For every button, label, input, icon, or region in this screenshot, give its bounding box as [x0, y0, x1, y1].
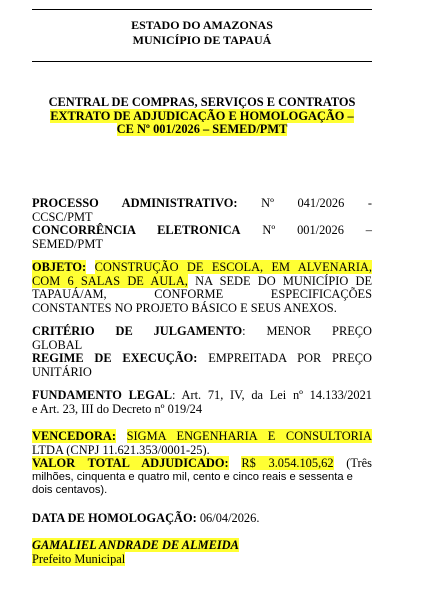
bottom-rule — [32, 61, 372, 62]
document-body — [32, 197, 372, 566]
fundamento-label: FUNDAMENTO LEGAL — [32, 388, 173, 402]
signature-role: Prefeito Municipal — [32, 551, 126, 566]
vencedora-name: SIGMA ENGENHARIA E CONSULTORIA — [126, 429, 372, 443]
criterio-label: CRITÉRIO DE JULGAMENTO — [32, 324, 243, 338]
concorrencia-number: Nº 001/2026 – — [262, 223, 372, 237]
objeto-label: OBJETO: — [32, 260, 87, 274]
objeto-highlight-1: CONSTRUÇÃO DE ESCOLA, EM ALVENARIA, — [94, 260, 372, 274]
title-line-1: CENTRAL DE COMPRAS, SERVIÇOS E CONTRATOS — [48, 95, 356, 109]
document-header — [32, 18, 372, 48]
fundamento-section: FUNDAMENTO LEGAL: Art. 71, IV, da Lei nº 14.133/2021 e Art. 23, III do Decreto nº 019/24 — [32, 388, 372, 416]
vencedora-label: VENCEDORA: — [32, 429, 116, 443]
processo-number: Nº 041/2026 - — [261, 196, 372, 210]
signature-name: GAMALIEL ANDRADE DE ALMEIDA — [32, 538, 239, 552]
concorrencia-cont: SEMED/PMT — [32, 236, 103, 251]
title-line-3: CE Nº 001/2026 – SEMED/PMT — [116, 122, 288, 136]
concorrencia-label: CONCORRÊNCIA ELETRONICA — [32, 223, 241, 237]
homologacao-section: DATA DE HOMOLOGAÇÃO: 06/04/2026. — [32, 510, 260, 525]
valor-label: VALOR TOTAL ADJUDICADO: — [32, 456, 229, 470]
processo-section — [32, 197, 372, 251]
processo-label: PROCESSO ADMINISTRATIVO: — [32, 196, 238, 210]
header-municipality: MUNICÍPIO DE TAPAUÁ — [132, 33, 272, 47]
objeto-highlight-2: COM 6 SALAS DE AULA, — [32, 273, 188, 288]
regime-label: REGIME DE EXECUÇÃO: — [32, 351, 198, 365]
header-state: ESTADO DO AMAZONAS — [131, 18, 273, 32]
signature-block — [32, 539, 372, 566]
title-line-2: EXTRATO DE ADJUDICAÇÃO E HOMOLOGAÇÃO – — [50, 108, 354, 123]
vencedora-section: VENCEDORA: SIGMA ENGENHARIA E CONSULTORIA LTDA (CNPJ 11.621.353/0001-25). VALOR TOTAL ADJUDICADO: R$ 3.054.105,62 (Três milhões, cinquenta e quatro mil, cento e cinco reais e sessenta e dois centavos). — [32, 429, 372, 496]
homologacao-date: 06/04/2026 — [199, 510, 257, 525]
objeto-section: OBJETO: CONSTRUÇÃO DE ESCOLA, EM ALVENARIA, COM 6 SALAS DE AULA, NA SEDE DO MUNICÍPIO DE TAPAUÁ/AM, CONFORME ESPECIFICAÇÕES CONSTANTES NO PROJETO BÁSICO E SEUS ANEXOS. — [32, 260, 373, 315]
valor-amount: R$ 3.054.105,62 — [241, 456, 334, 470]
criterio-section: CRITÉRIO DE JULGAMENTO: MENOR PREÇO GLOBAL REGIME DE EXECUÇÃO: EMPREITADA POR PREÇO UNITÁRIO — [32, 324, 372, 379]
top-rule — [32, 9, 372, 10]
processo-cont: CCSC/PMT — [32, 209, 93, 224]
homologacao-label: DATA DE HOMOLOGAÇÃO: — [32, 510, 197, 525]
document-title — [32, 96, 372, 137]
